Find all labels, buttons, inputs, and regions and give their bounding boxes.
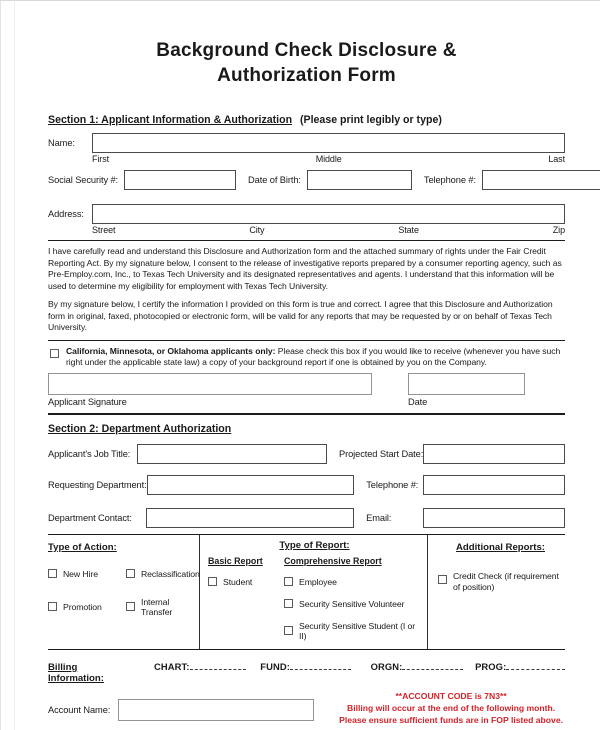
ssn-input[interactable] — [124, 170, 236, 190]
type-of-report-column — [200, 535, 428, 649]
option-credit-check: Credit Check (if requirement of position) — [453, 570, 559, 593]
checkbox-security-sensitive-student[interactable] — [284, 626, 293, 635]
address-street-label: Street — [92, 225, 116, 236]
checkbox-credit-check[interactable] — [438, 575, 447, 584]
address-label: Address: — [48, 209, 84, 220]
checkbox-state-notice[interactable] — [50, 349, 59, 358]
address-sublabels — [92, 225, 565, 235]
page-title-line2: Authorization Form — [217, 65, 396, 87]
option-employee: Employee — [299, 576, 337, 587]
projected-start-date-input[interactable] — [423, 444, 565, 464]
additional-reports-column — [428, 535, 565, 649]
dept-contact-label: Department Contact: — [48, 512, 132, 523]
applicant-signature-label: Applicant Signature — [48, 396, 127, 407]
divider — [48, 413, 565, 415]
option-security-sensitive-volunteer: Security Sensitive Volunteer — [299, 598, 405, 609]
page-title-line1: Background Check Disclosure & — [156, 40, 457, 61]
option-internal-transfer: Internal Transfer — [141, 596, 173, 617]
requesting-dept-label: Requesting Department: — [48, 479, 147, 490]
signature-date-input[interactable] — [408, 373, 525, 395]
telephone-label: Telephone #: — [423, 175, 476, 186]
section1-heading-note: (Please print legibly or type) — [300, 114, 442, 127]
section2-heading: Section 2: Department Authorization — [48, 422, 232, 435]
projected-start-label: Projected Start Date: — [339, 448, 424, 459]
chart-label: CHART: — [154, 660, 190, 672]
job-title-label: Applicant's Job Title: — [48, 448, 131, 459]
option-security-sensitive-student: Security Sensitive Student (I or II) — [299, 620, 416, 641]
option-new-hire: New Hire — [63, 568, 98, 579]
address-zip-label: Zip — [552, 225, 565, 236]
department-contact-input[interactable] — [146, 508, 354, 528]
department-telephone-input[interactable] — [423, 475, 565, 495]
checkbox-student[interactable] — [208, 577, 217, 586]
requesting-department-input[interactable] — [147, 475, 355, 495]
dob-label: Date of Birth: — [248, 175, 301, 186]
email-input[interactable] — [423, 508, 565, 528]
fund-label: FUND: — [260, 660, 290, 672]
fund-fill-line[interactable] — [290, 661, 351, 670]
option-student: Student — [223, 576, 253, 587]
disclosure-paragraph-2: By my signature below, I certify the information I provided on this form is true and correct. I agree that this Disclosure and Authorization form in original, faxed, photocopied or electronic form, will be valid for any reports that may be requested by or on behalf of Texas Tech University. — [48, 299, 553, 333]
type-of-action-heading: Type of Action: — [48, 541, 117, 553]
billing-note-timing: Billing will occur at the end of the following month. — [347, 702, 556, 713]
checkbox-employee[interactable] — [284, 577, 293, 586]
billing-notes — [339, 691, 565, 727]
prog-label: PROG: — [475, 660, 507, 672]
billing-info-row — [48, 661, 565, 684]
billing-note-funds: Please ensure sufficient funds are in FOP listed above. — [339, 714, 563, 725]
prog-fill-line[interactable] — [506, 661, 565, 670]
address-city-label: City — [249, 225, 265, 236]
basic-report-heading: Basic Report — [208, 555, 263, 566]
type-of-report-heading: Type of Report: — [279, 539, 350, 551]
checkbox-reclassification[interactable] — [126, 569, 135, 578]
dob-input[interactable] — [307, 170, 412, 190]
account-name-input[interactable] — [118, 699, 314, 721]
email-label: Email: — [366, 512, 392, 523]
checkbox-internal-transfer[interactable] — [126, 602, 135, 611]
name-input[interactable] — [92, 133, 565, 153]
checkbox-security-sensitive-volunteer[interactable] — [284, 599, 293, 608]
address-state-label: State — [398, 225, 419, 236]
applicant-signature-input[interactable] — [48, 373, 372, 395]
page-title — [48, 38, 565, 88]
state-notice-bold: California, Minnesota, or Oklahoma applicants only: — [66, 345, 276, 356]
name-last-label: Last — [548, 154, 565, 165]
account-name-label: Account Name: — [48, 704, 111, 715]
job-title-input[interactable] — [137, 444, 327, 464]
billing-note-account-code: **ACCOUNT CODE is 7N3** — [395, 690, 507, 701]
date-label: Date — [408, 396, 428, 407]
checkbox-promotion[interactable] — [48, 602, 57, 611]
orgn-label: ORGN: — [370, 660, 403, 672]
type-of-action-column — [48, 535, 200, 649]
option-promotion: Promotion — [63, 601, 102, 612]
chart-fill-line[interactable] — [190, 661, 247, 670]
telephone-input[interactable] — [482, 170, 600, 190]
checkbox-new-hire[interactable] — [48, 569, 57, 578]
section1-heading — [48, 114, 565, 126]
option-reclassification: Reclassification — [141, 568, 200, 579]
state-notice-text — [66, 346, 565, 369]
state-notice-rest: Please check this box if you would like to receive (whenever you have such right under the applicable state law) a copy of your background report if one is obtained by you on the Company. — [66, 345, 561, 368]
name-label: Name: — [48, 138, 75, 149]
name-sublabels — [92, 154, 565, 164]
additional-reports-heading: Additional Reports: — [455, 541, 545, 553]
divider — [48, 340, 565, 341]
divider — [48, 240, 565, 241]
name-first-label: First — [92, 154, 109, 165]
disclosure-paragraph-1: I have carefully read and understand this Disclosure and Authorization form and the attached summary of rights under the Fair Credit Reporting Act. By my signature below, I consent to the release of investigative reports prepared by a consumer reporting agency, such as Pre-Employ.com, Inc., to Texas Tech University and its designated representatives and agents. I understand that this information will be used to determine my eligibility for employment with Texas Tech University. — [48, 246, 562, 291]
report-selection-grid — [48, 534, 565, 650]
comprehensive-report-heading: Comprehensive Report — [284, 555, 382, 566]
name-middle-label: Middle — [315, 154, 342, 165]
section1-heading-text: Section 1: Applicant Information & Authorization — [48, 114, 293, 127]
billing-heading: Billing Information: — [48, 661, 104, 684]
address-input[interactable] — [92, 204, 565, 224]
dept-telephone-label: Telephone #: — [366, 479, 419, 490]
ssn-label: Social Security #: — [48, 175, 119, 186]
orgn-fill-line[interactable] — [402, 661, 463, 670]
